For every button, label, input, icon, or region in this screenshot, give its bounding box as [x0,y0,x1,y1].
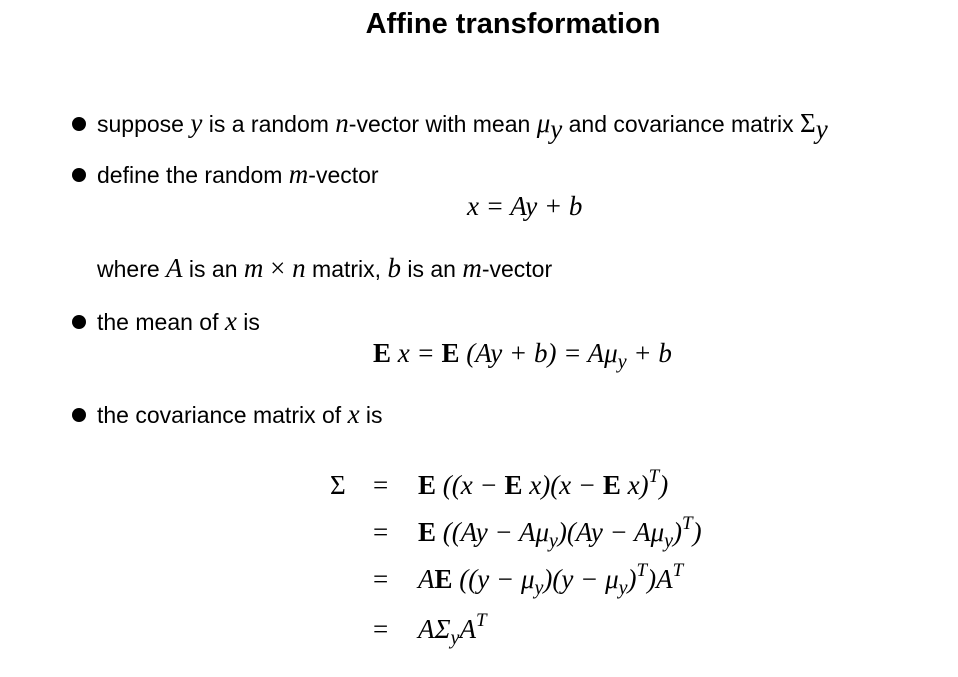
var-y: y [190,108,203,138]
text: define the random [97,162,289,188]
times: × [263,253,293,283]
var-m: m [462,253,482,283]
text: x = [391,338,442,368]
text: where [97,256,167,282]
var-A: A [166,253,183,283]
cov-sigma: Σ [330,470,346,500]
text: x) [620,470,649,500]
expectation: E [373,338,392,368]
subscript: y [815,114,828,144]
var-n: n [335,108,349,138]
superscript: T [682,513,693,534]
expectation: E [418,517,437,547]
text: is an [400,256,463,282]
superscript: T [636,560,648,581]
var-n: n [292,253,306,283]
text: + b [626,338,672,368]
expectation: E [418,470,437,500]
text: ((y − μ [452,564,535,594]
var-m: m [243,253,264,283]
bullet-suppose [97,108,828,144]
cov-equals-4: = [373,614,389,644]
text: is an [182,256,244,282]
bullet-dot [72,408,86,422]
text: ((x − [436,470,505,500]
text: x)(x − [522,470,603,500]
text: -vector [308,162,379,188]
equation-affine: x = Ay + b [467,191,583,221]
text: -vector with mean [348,111,537,137]
expectation: E [504,470,523,500]
cov-row-2 [418,513,702,552]
text: )A [647,564,673,594]
where-line [97,253,552,284]
mu: μ [536,108,551,138]
text: ((Ay − Aμ [436,517,550,547]
bullet-dot [72,117,86,131]
text: ) [659,470,669,500]
subscript: y [664,530,674,552]
cov-equals-1: = [373,470,389,500]
cov-row-3 [418,560,684,599]
text: is [359,402,383,428]
subscript: y [617,351,627,373]
text: )(y − μ [543,564,619,594]
text: -vector [481,256,553,282]
cov-equals-2: = [373,517,389,547]
cov-equals-3: = [373,564,389,594]
var-x: x [347,399,360,429]
text: ) [673,517,683,547]
slide-title: Affine transformation [365,8,661,40]
bullet-define [97,159,379,190]
var-m: m [288,159,309,189]
subscript: y [549,530,558,552]
bullet-covariance [97,399,383,430]
text: suppose [97,111,191,137]
subscript: y [450,627,460,649]
var-x: x [224,306,237,336]
bullet-mean [97,306,260,337]
superscript: T [672,560,684,581]
subscript: y [550,114,563,144]
bullet-dot [72,315,86,329]
var-b: b [387,253,401,283]
cov-row-4 [418,610,487,649]
text: matrix, [305,256,388,282]
text: and covariance matrix [562,111,801,137]
text: AΣ [418,614,451,644]
cov-row-1 [418,466,669,501]
var-A: A [459,614,476,644]
expectation: E [441,338,460,368]
sigma: Σ [800,108,816,138]
text: )(Ay − Aμ [557,517,665,547]
superscript: T [648,466,660,487]
equation-mean [373,338,672,373]
text: the mean of [97,309,225,335]
text: the covariance matrix of [97,402,348,428]
text: ) [692,517,702,547]
superscript: T [475,610,487,631]
var-A: A [418,564,435,594]
text: ) [627,564,637,594]
text: is [236,309,260,335]
text: (Ay + b) = Aμ [459,338,618,368]
subscript: y [618,577,628,599]
subscript: y [534,577,544,599]
bullet-dot [72,168,86,182]
text: is a random [202,111,336,137]
expectation: E [602,470,621,500]
expectation: E [434,564,453,594]
